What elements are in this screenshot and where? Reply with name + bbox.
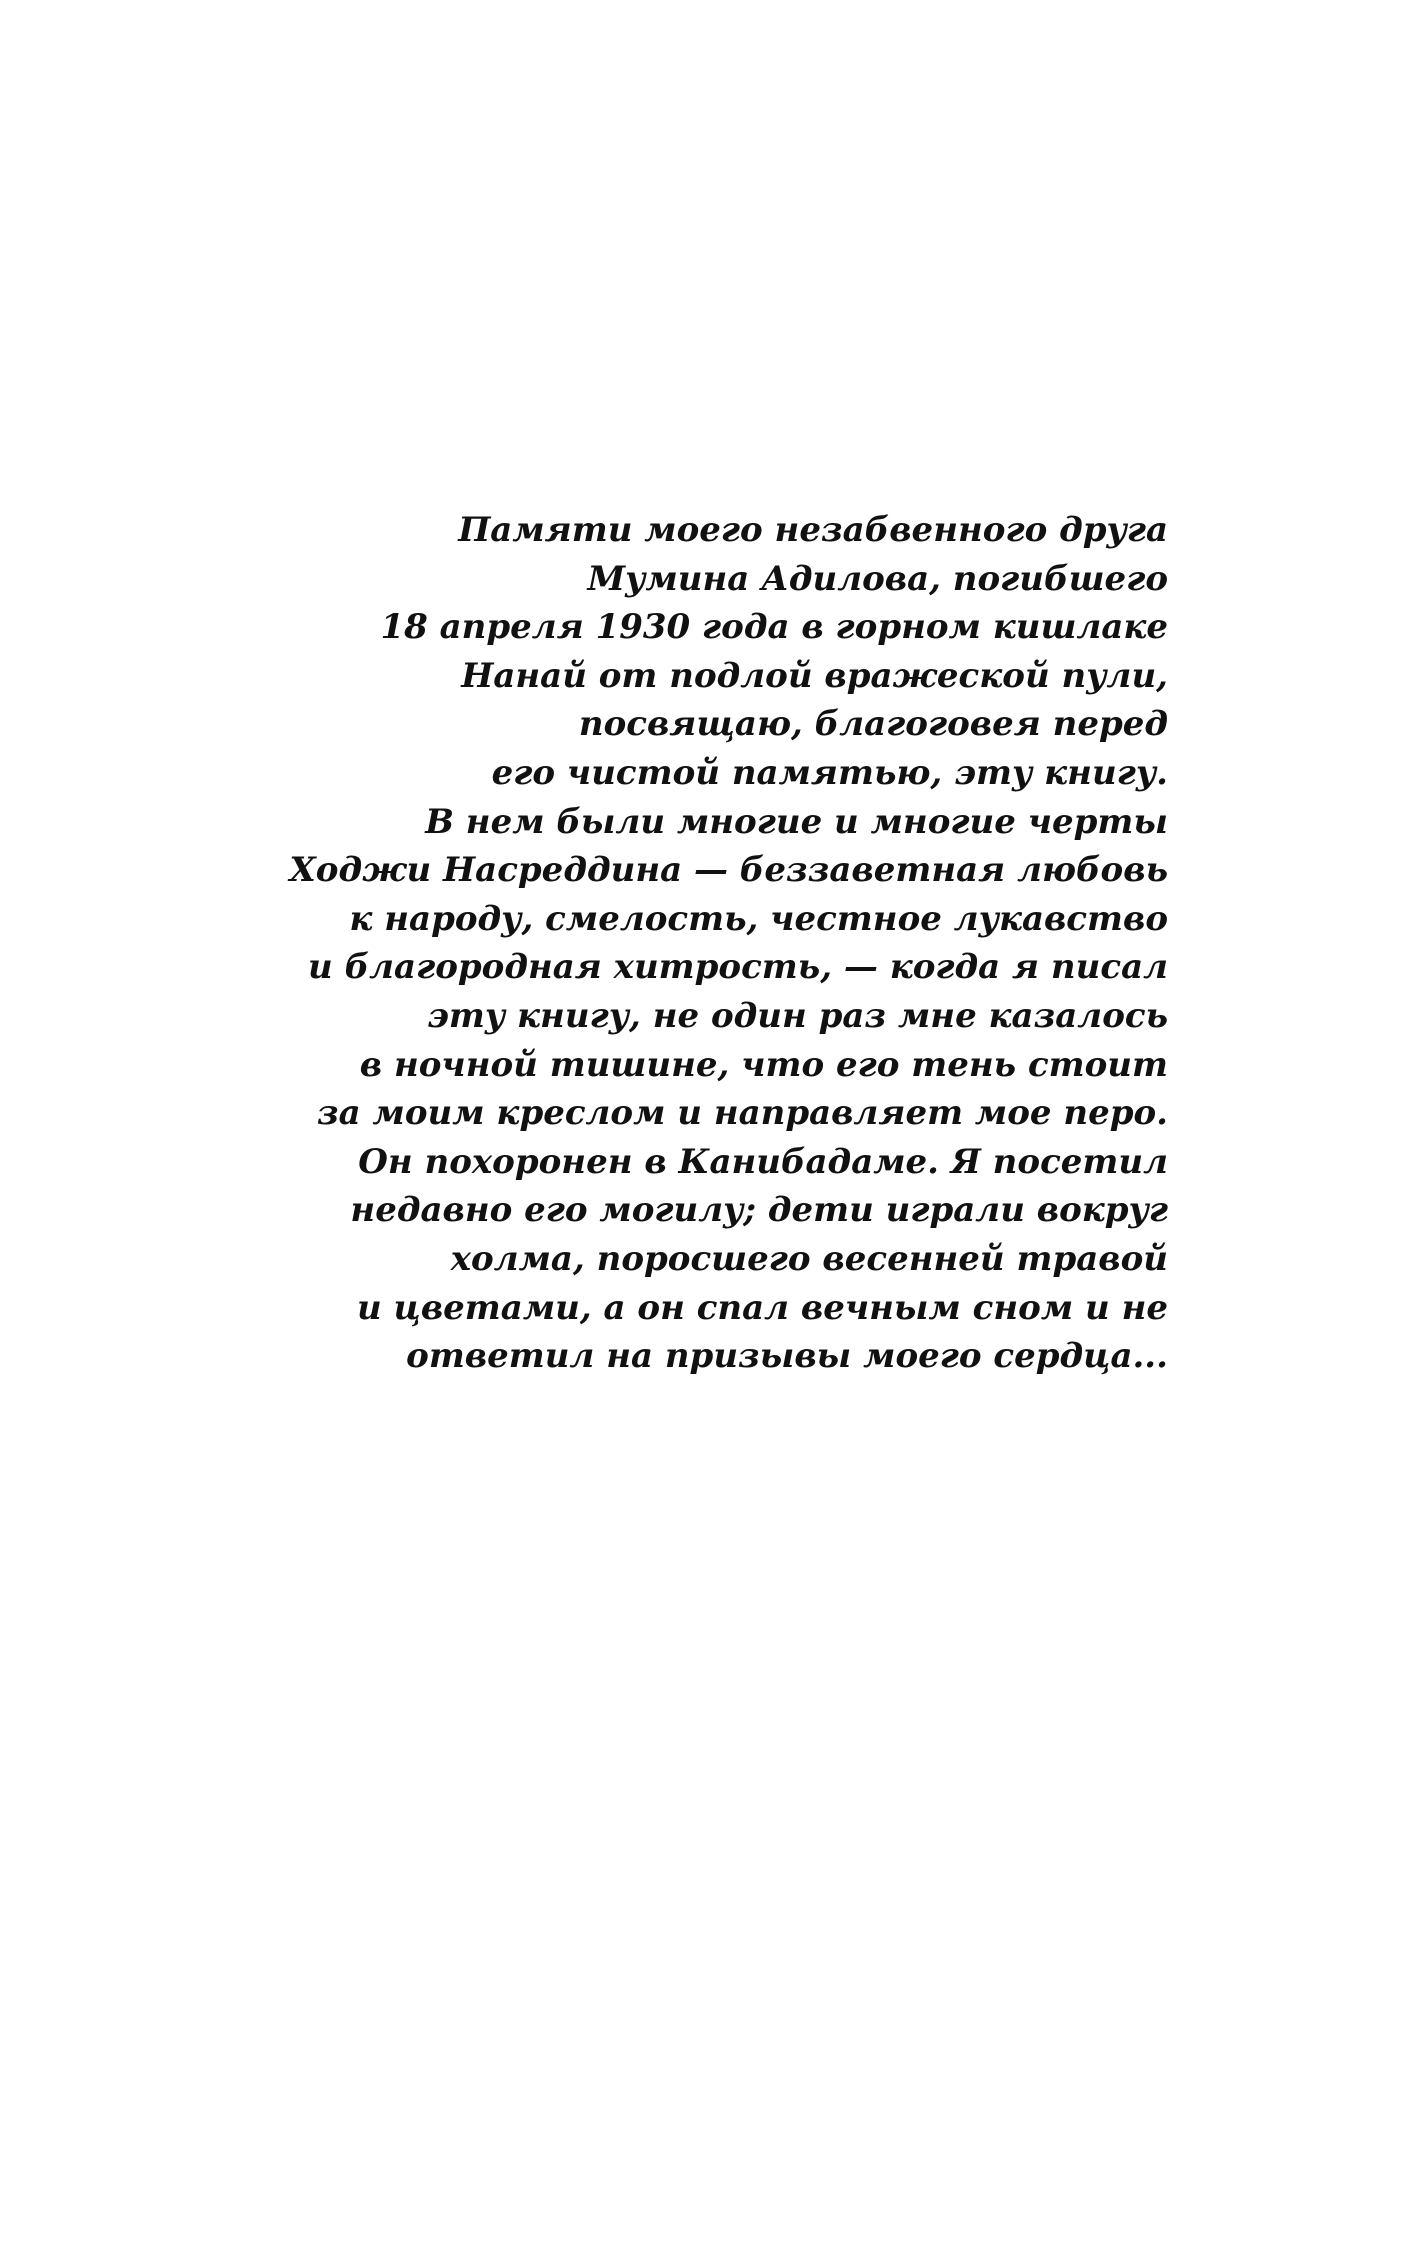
dedication-line: ответил на призывы моего сердца... (406, 1336, 1168, 1377)
dedication-line: 18 апреля 1930 года в горном кишлаке (380, 607, 1168, 648)
dedication-line: его чистой памятью, эту книгу. (491, 752, 1168, 793)
dedication-line: Нанай от подлой вражеской пули, (461, 655, 1168, 696)
dedication-line: к народу, смелость, честное лукавство (349, 898, 1168, 939)
dedication-line: Он похоронен в Канибадаме. Я посетил (358, 1141, 1168, 1182)
dedication-line: посвящаю, благоговея перед (578, 704, 1168, 745)
dedication-line: и благородная хитрость, — когда я писал (308, 947, 1168, 988)
dedication-text (268, 506, 1168, 1381)
dedication-line: В нем были многие и многие черты (425, 801, 1168, 842)
dedication-line: в ночной тишине, что его тень стоит (359, 1044, 1168, 1085)
dedication-line: эту книгу, не один раз мне казалось (426, 995, 1168, 1036)
dedication-line: Ходжи Насреддина — беззаветная любовь (289, 850, 1168, 891)
dedication-line: холма, поросшего весенней травой (450, 1238, 1168, 1279)
dedication-line: и цветами, а он спал вечным сном и не (356, 1287, 1168, 1328)
dedication-line: недавно его могилу; дети играли вокруг (350, 1190, 1168, 1231)
dedication-line: за моим креслом и направляет мое перо. (316, 1093, 1168, 1134)
dedication-line: Мумина Адилова, погибшего (587, 558, 1168, 599)
dedication-line: Памяти моего незабвенного друга (458, 510, 1168, 550)
